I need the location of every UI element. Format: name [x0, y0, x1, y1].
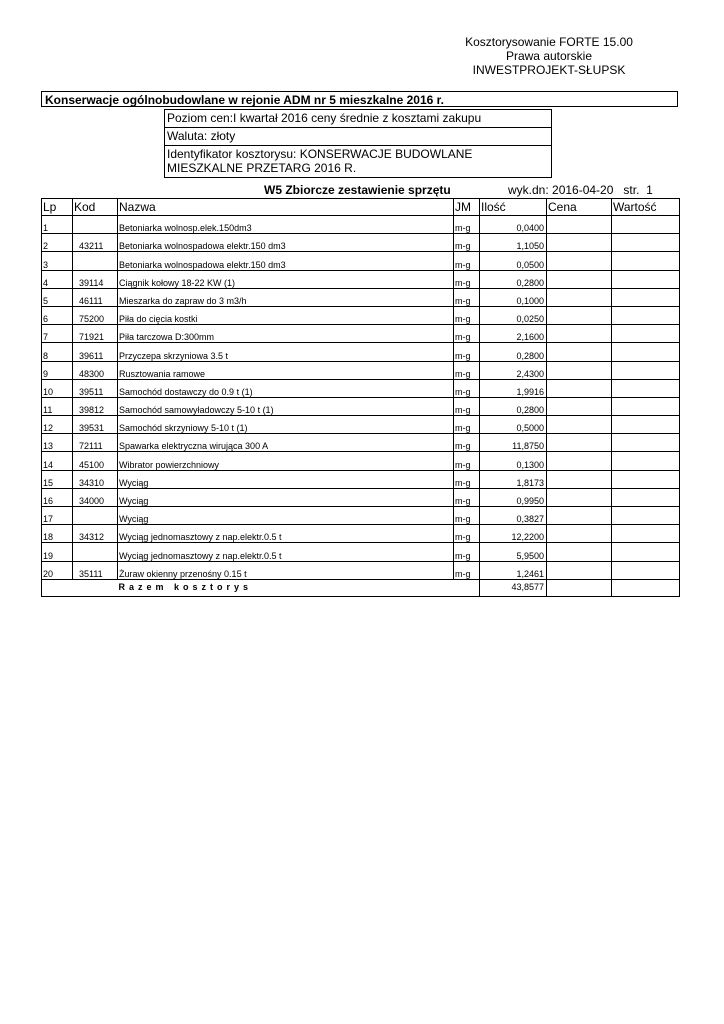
cell-jm: m-g — [454, 507, 480, 525]
cell-lp: 15 — [42, 470, 73, 488]
cell-cena — [547, 343, 612, 361]
cell-nazwa: Mieszarka do zapraw do 3 m3/h — [118, 288, 454, 306]
cell-nazwa: Ciągnik kołowy 18-22 KW (1) — [118, 270, 454, 288]
table-row — [42, 543, 680, 561]
cell-ilosc: 0,5000 — [480, 416, 547, 434]
cell-kod: 39531 — [73, 416, 118, 434]
cell-jm: m-g — [454, 252, 480, 270]
col-kod: Kod — [73, 199, 118, 216]
table-row — [42, 434, 680, 452]
cell-ilosc: 1,8173 — [480, 470, 547, 488]
cell-wartosc — [612, 270, 680, 288]
estimate-info-box — [164, 109, 552, 178]
cell-jm: m-g — [454, 525, 480, 543]
cell-cena — [547, 507, 612, 525]
cell-nazwa: Betoniarka wolnospadowa elektr.150 dm3 — [118, 252, 454, 270]
cell-wartosc — [612, 561, 680, 579]
cell-ilosc: 0,9950 — [480, 488, 547, 506]
table-row — [42, 379, 680, 397]
cell-kod: 39611 — [73, 343, 118, 361]
cell-ilosc: 0,0500 — [480, 252, 547, 270]
cell-kod: 72111 — [73, 434, 118, 452]
cell-wartosc — [612, 470, 680, 488]
cell-kod — [73, 216, 118, 234]
cell-wartosc — [612, 543, 680, 561]
cell-kod — [73, 252, 118, 270]
col-nazwa: Nazwa — [118, 199, 454, 216]
table-row — [42, 525, 680, 543]
total-row — [42, 579, 680, 596]
cell-cena — [547, 397, 612, 415]
cell-ilosc: 1,9916 — [480, 379, 547, 397]
cell-jm: m-g — [454, 306, 480, 324]
cell-nazwa: Samochód dostawczy do 0.9 t (1) — [118, 379, 454, 397]
cell-cena — [547, 434, 612, 452]
cell-cena — [547, 361, 612, 379]
cell-jm: m-g — [454, 470, 480, 488]
cell-lp: 13 — [42, 434, 73, 452]
cell-nazwa: Żuraw okienny przenośny 0.15 t — [118, 561, 454, 579]
cell-kod: 48300 — [73, 361, 118, 379]
cell-ilosc: 0,0400 — [480, 216, 547, 234]
cell-nazwa: Wyciąg — [118, 488, 454, 506]
cell-kod: 45100 — [73, 452, 118, 470]
cell-jm: m-g — [454, 343, 480, 361]
cell-cena — [547, 325, 612, 343]
table-row — [42, 452, 680, 470]
cell-nazwa: Piła do cięcia kostki — [118, 306, 454, 324]
cell-lp: 9 — [42, 361, 73, 379]
cell-lp: 10 — [42, 379, 73, 397]
cell-cena — [547, 470, 612, 488]
copyright-owner: INWESTPROJEKT-SŁUPSK — [472, 63, 626, 77]
cell-wartosc — [612, 325, 680, 343]
cell-ilosc: 0,3827 — [480, 507, 547, 525]
cell-jm: m-g — [454, 234, 480, 252]
cell-cena — [547, 216, 612, 234]
cell-lp: 6 — [42, 306, 73, 324]
cell-ilosc: 2,1600 — [480, 325, 547, 343]
cell-wartosc — [612, 525, 680, 543]
cell-cena — [547, 306, 612, 324]
cell-cena — [547, 379, 612, 397]
cell-ilosc: 11,8750 — [480, 434, 547, 452]
cell-kod: 34310 — [73, 470, 118, 488]
col-ilosc: Ilość — [480, 199, 547, 216]
cell-nazwa: Samochód samowyładowczy 5-10 t (1) — [118, 397, 454, 415]
table-row — [42, 507, 680, 525]
cell-jm: m-g — [454, 561, 480, 579]
cell-nazwa: Wyciąg jednomasztowy z nap.elektr.0.5 t — [118, 543, 454, 561]
cell-nazwa: Samochód skrzyniowy 5-10 t (1) — [118, 416, 454, 434]
cell-nazwa: Betoniarka wolnosp.elek.150dm3 — [118, 216, 454, 234]
table-row — [42, 470, 680, 488]
cell-kod: 39511 — [73, 379, 118, 397]
project-title: Konserwacje ogólnobudowlane w rejonie ADM nr 5 mieszkalne 2016 r. — [41, 91, 678, 107]
cell-nazwa: Wibrator powierzchniowy — [118, 452, 454, 470]
col-cena: Cena — [547, 199, 612, 216]
cell-lp: 18 — [42, 525, 73, 543]
table-row — [42, 343, 680, 361]
cell-jm: m-g — [454, 434, 480, 452]
cell-ilosc: 0,1300 — [480, 452, 547, 470]
cell-kod: 75200 — [73, 306, 118, 324]
estimate-identifier-line1: Identyfikator kosztorysu: KONSERWACJE BUDOWLANE — [167, 147, 473, 161]
cell-wartosc — [612, 361, 680, 379]
cell-ilosc: 5,9500 — [480, 543, 547, 561]
cell-cena — [547, 252, 612, 270]
cell-lp: 8 — [42, 343, 73, 361]
cell-ilosc: 1,2461 — [480, 561, 547, 579]
col-jm: JM — [454, 199, 480, 216]
cell-kod: 34000 — [73, 488, 118, 506]
cell-lp: 1 — [42, 216, 73, 234]
cell-wartosc — [612, 397, 680, 415]
cell-lp: 2 — [42, 234, 73, 252]
cell-jm: m-g — [454, 397, 480, 415]
cell-kod: 71921 — [73, 325, 118, 343]
cell-lp: 14 — [42, 452, 73, 470]
cell-jm: m-g — [454, 361, 480, 379]
cell-ilosc: 2,4300 — [480, 361, 547, 379]
table-row — [42, 216, 680, 234]
cell-lp: 19 — [42, 543, 73, 561]
cell-lp: 11 — [42, 397, 73, 415]
col-wartosc: Wartość — [612, 199, 680, 216]
software-header — [419, 35, 679, 77]
cell-cena — [547, 416, 612, 434]
cell-wartosc — [612, 234, 680, 252]
cell-cena — [547, 561, 612, 579]
table-row — [42, 288, 680, 306]
table-row — [42, 561, 680, 579]
cell-ilosc: 0,1000 — [480, 288, 547, 306]
estimate-identifier — [165, 146, 551, 177]
cell-lp: 17 — [42, 507, 73, 525]
cell-ilosc: 12,2200 — [480, 525, 547, 543]
cell-ilosc: 0,0250 — [480, 306, 547, 324]
total-ilosc: 43,8577 — [480, 579, 547, 596]
cell-kod: 39812 — [73, 397, 118, 415]
cell-wartosc — [612, 434, 680, 452]
table-row — [42, 252, 680, 270]
cell-wartosc — [612, 452, 680, 470]
currency: Waluta: złoty — [165, 128, 551, 146]
cell-lp: 4 — [42, 270, 73, 288]
cell-lp: 5 — [42, 288, 73, 306]
cell-cena — [547, 543, 612, 561]
cell-nazwa: Wyciąg jednomasztowy z nap.elektr.0.5 t — [118, 525, 454, 543]
cell-wartosc — [612, 252, 680, 270]
cell-kod: 43211 — [73, 234, 118, 252]
cell-cena — [547, 234, 612, 252]
cell-kod: 34312 — [73, 525, 118, 543]
cell-wartosc — [612, 343, 680, 361]
cell-jm: m-g — [454, 325, 480, 343]
report-title: W5 Zbiorcze zestawienie sprzętu — [264, 183, 451, 197]
cell-cena — [547, 452, 612, 470]
cell-cena — [547, 525, 612, 543]
cell-wartosc — [612, 416, 680, 434]
estimate-identifier-line2: MIESZKALNE PRZETARG 2016 R. — [167, 161, 357, 175]
cell-lp: 7 — [42, 325, 73, 343]
cell-nazwa: Przyczepa skrzyniowa 3.5 t — [118, 343, 454, 361]
cell-jm: m-g — [454, 452, 480, 470]
cell-wartosc — [612, 216, 680, 234]
cell-nazwa: Betoniarka wolnospadowa elektr.150 dm3 — [118, 234, 454, 252]
cell-nazwa: Piła tarczowa D:300mm — [118, 325, 454, 343]
cell-jm: m-g — [454, 379, 480, 397]
cell-lp: 3 — [42, 252, 73, 270]
total-label: Razem kosztorys — [118, 579, 454, 596]
copyright-label: Prawa autorskie — [505, 49, 593, 63]
report-meta: wyk.dn: 2016-04-20 str. 1 — [508, 183, 653, 197]
cell-kod — [73, 507, 118, 525]
cell-ilosc: 0,2800 — [480, 397, 547, 415]
table-row — [42, 270, 680, 288]
cell-jm: m-g — [454, 288, 480, 306]
cell-jm: m-g — [454, 488, 480, 506]
cell-nazwa: Wyciąg — [118, 507, 454, 525]
table-row — [42, 397, 680, 415]
cell-kod: 46111 — [73, 288, 118, 306]
cell-kod — [73, 543, 118, 561]
cell-ilosc: 0,2800 — [480, 270, 547, 288]
table-row — [42, 488, 680, 506]
cell-jm: m-g — [454, 270, 480, 288]
cell-cena — [547, 288, 612, 306]
table-header-row — [42, 199, 680, 216]
cell-wartosc — [612, 488, 680, 506]
cell-nazwa: Wyciąg — [118, 470, 454, 488]
cell-nazwa: Rusztowania ramowe — [118, 361, 454, 379]
cell-wartosc — [612, 507, 680, 525]
table-row — [42, 234, 680, 252]
col-lp: Lp — [42, 199, 73, 216]
price-level: Poziom cen:I kwartał 2016 ceny średnie z kosztami zakupu — [165, 110, 551, 128]
cell-jm: m-g — [454, 216, 480, 234]
cell-lp: 20 — [42, 561, 73, 579]
cell-cena — [547, 270, 612, 288]
cell-cena — [547, 488, 612, 506]
cell-kod: 35111 — [73, 561, 118, 579]
table-row — [42, 325, 680, 343]
equipment-table — [41, 198, 680, 597]
software-name: Kosztorysowanie FORTE 15.00 — [465, 35, 633, 49]
cell-jm: m-g — [454, 416, 480, 434]
table-row — [42, 361, 680, 379]
cell-wartosc — [612, 288, 680, 306]
cell-wartosc — [612, 379, 680, 397]
cell-lp: 16 — [42, 488, 73, 506]
table-row — [42, 306, 680, 324]
cell-wartosc — [612, 306, 680, 324]
cell-nazwa: Spawarka elektryczna wirująca 300 A — [118, 434, 454, 452]
table-row — [42, 416, 680, 434]
cell-lp: 12 — [42, 416, 73, 434]
cell-ilosc: 1,1050 — [480, 234, 547, 252]
cell-kod: 39114 — [73, 270, 118, 288]
cell-jm: m-g — [454, 543, 480, 561]
cell-ilosc: 0,2800 — [480, 343, 547, 361]
